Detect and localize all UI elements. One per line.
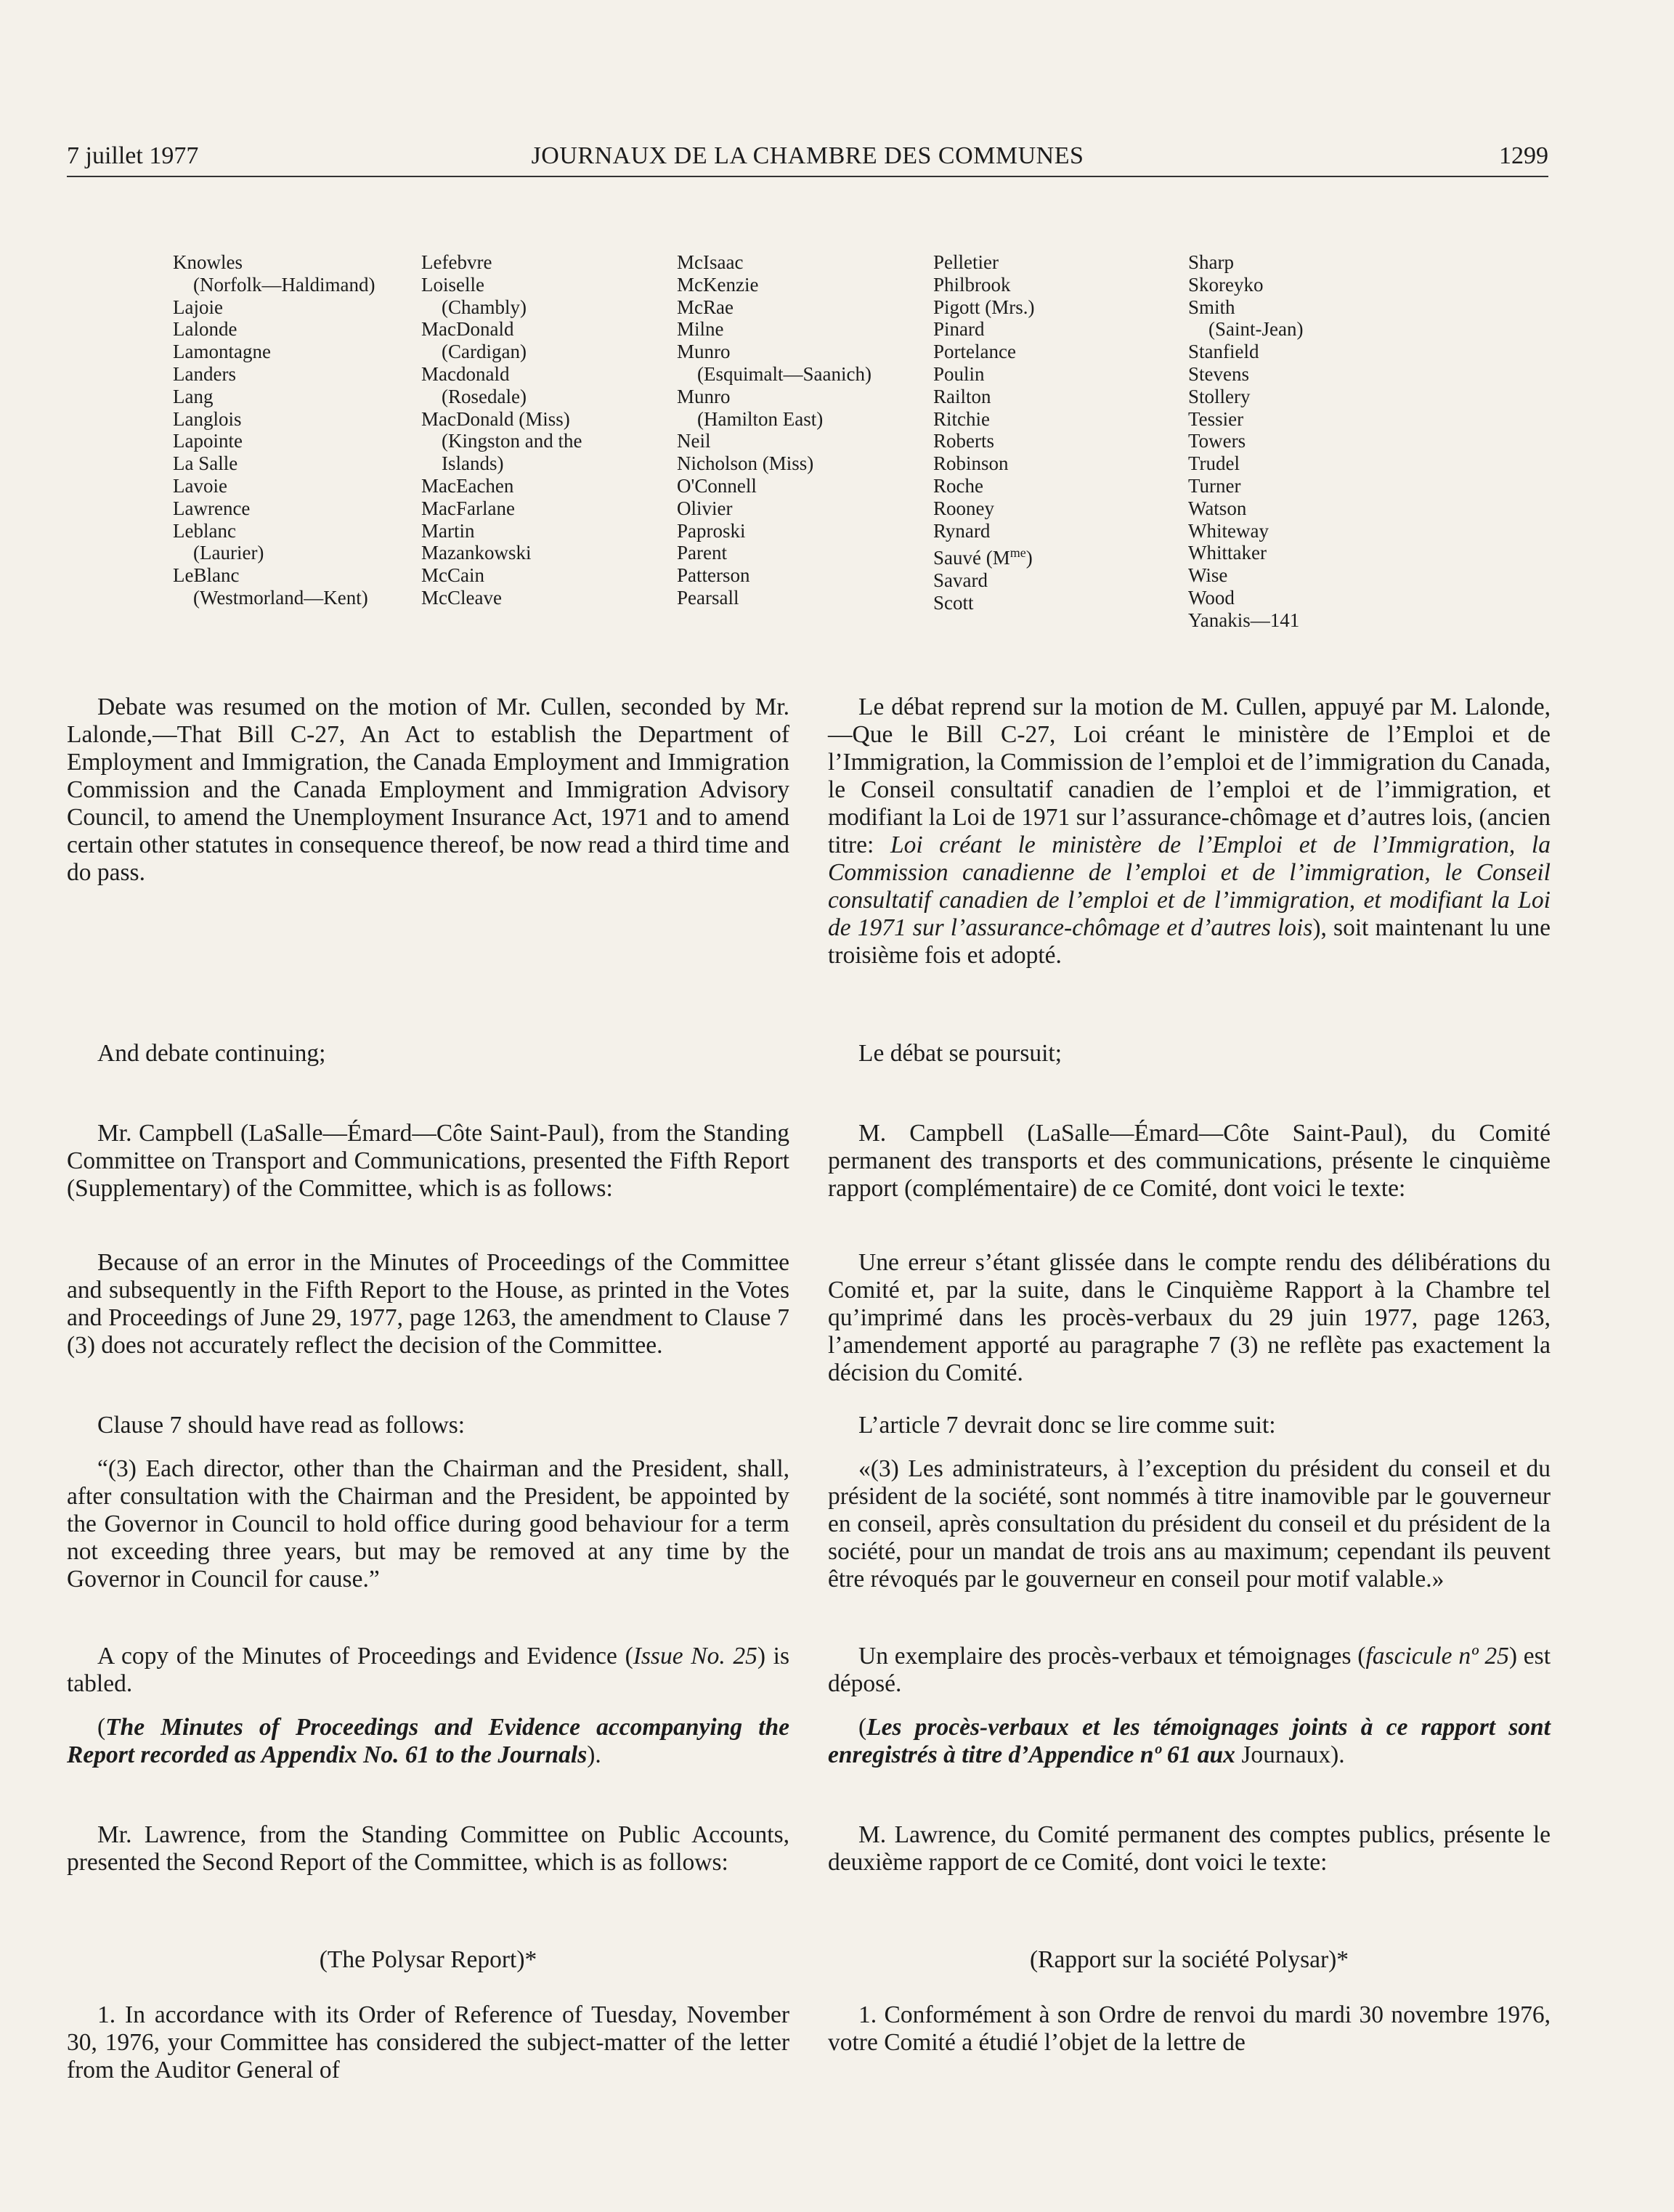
text-run: A copy of the Minutes of Proceedings and Evidence ( bbox=[97, 1643, 633, 1670]
name-item: Nicholson (Miss) bbox=[677, 452, 814, 475]
en-quote-paragraph bbox=[67, 1455, 789, 1593]
name-item: Philbrook bbox=[933, 273, 1011, 296]
fr-error-paragraph bbox=[828, 1249, 1551, 1387]
journals-word: Journaux bbox=[1241, 1741, 1331, 1768]
name-item: Wise bbox=[1188, 564, 1228, 587]
en-minutes-paragraph bbox=[67, 1714, 789, 1769]
en-campbell-paragraph bbox=[67, 1120, 789, 1203]
name-item: Rynard bbox=[933, 519, 991, 542]
name-item: Tessier bbox=[1188, 407, 1244, 430]
text-run: ). bbox=[587, 1741, 601, 1768]
en-debate-paragraph bbox=[67, 694, 789, 887]
name-item: (Esquimalt—Saanich) bbox=[697, 362, 871, 385]
name-item: Whiteway bbox=[1188, 519, 1269, 542]
text-run: ) est déposé. bbox=[828, 1643, 1551, 1697]
name-item: Scott bbox=[933, 591, 974, 614]
appendix-reference: Les procès-verbaux et les témoignages joints à ce rapport sont enregistrés à titre d’Appendice nº 61 aux bbox=[828, 1714, 1551, 1768]
name-item: Wood bbox=[1188, 586, 1235, 609]
name-item: Munro bbox=[677, 341, 731, 363]
fr-polysar-heading bbox=[828, 1946, 1551, 1974]
name-item: Lavoie bbox=[173, 474, 227, 497]
name-item: MacEachen bbox=[421, 474, 514, 497]
fr-campbell-paragraph bbox=[828, 1120, 1551, 1203]
name-item: Pearsall bbox=[677, 586, 739, 609]
name-item: Macdonald bbox=[421, 362, 510, 385]
name-item: Roche bbox=[933, 474, 983, 497]
name-item: Munro bbox=[677, 385, 731, 407]
name-item: Leblanc bbox=[173, 519, 236, 542]
paragraph-text: Le débat se poursuit; bbox=[858, 1040, 1062, 1067]
fr-clause-paragraph bbox=[828, 1412, 1551, 1439]
name-item: Trudel bbox=[1188, 452, 1240, 475]
name-item: (Kingston and the bbox=[442, 430, 582, 452]
paragraph-text: Une erreur s’étant glissée dans le compte rendu des délibérations du Comité et, par la suite, dans le Cinquième Rapport à la Chambre tel qu’imprimé dans les procès-verbaux du 29 juin 1977, page 1263, l’amendement apporté au paragraphe 7 (3) ne reflète pas exactement la décision du Comité. bbox=[828, 1249, 1551, 1386]
name-item: (Saint-Jean) bbox=[1208, 318, 1304, 341]
name-item: Watson bbox=[1188, 497, 1247, 519]
name-item: Smith bbox=[1188, 296, 1235, 318]
name-item: O'Connell bbox=[677, 474, 757, 497]
name-item: MacFarlane bbox=[421, 497, 515, 519]
en-polysar-heading bbox=[67, 1946, 789, 1974]
name-item: Neil bbox=[677, 430, 711, 452]
en-lawrence-paragraph bbox=[67, 1821, 789, 1876]
heading-text: (The Polysar Report)* bbox=[319, 1946, 537, 1973]
paragraph-text: 1. Conformément à son Ordre de renvoi du mardi 30 novembre 1976, votre Comité a étudié l’objet de la lettre de bbox=[828, 2001, 1551, 2056]
name-item: Lefebvre bbox=[421, 251, 492, 273]
names-column-3 bbox=[677, 251, 871, 609]
paragraph-text: And debate continuing; bbox=[97, 1040, 326, 1067]
text-run: ) is tabled. bbox=[67, 1643, 790, 1697]
fr-lawrence-paragraph bbox=[828, 1821, 1551, 1876]
paragraph-text: Mr. Campbell (LaSalle—Émard—Côte Saint-Paul), from the Standing Committee on Transport and Communications, presented the Fifth Report (Supplementary) of the Committee, which is as follows: bbox=[67, 1120, 789, 1202]
name-item: Loiselle bbox=[421, 273, 484, 296]
paragraph-text: Because of an error in the Minutes of Proceedings of the Committee and subsequently in the Fifth Report to the House, as printed in the Votes and Proceedings of June 29, 1977, page 1263, the amendment to Clause 7 (3) does not accurately reflect the decision of the Committee. bbox=[67, 1249, 789, 1359]
name-item: (Laurier) bbox=[193, 542, 264, 564]
paragraph-text: «(3) Les administrateurs, à l’exception du président du conseil et du président de la société, sont nommés à titre inamovible par le gouverneur en conseil, après consultation du président du conseil et du président de la société, pour un mandat de trois ans au maximum; cependant ils peuvent être révoqués par le gouverneur en conseil pour motif valable.» bbox=[828, 1455, 1551, 1593]
en-clause-paragraph bbox=[67, 1412, 789, 1439]
name-item: Lajoie bbox=[173, 296, 223, 318]
former-title: Loi créant le ministère de l’Emploi et de l’Immigration, la Commission canadienne de l’emploi et de l’immigration, le Conseil consultatif canadien de l’emploi et de l’immigration, et modifiant la Loi de 1971 sur l’assurance-chômage et d’autres lois bbox=[828, 831, 1551, 941]
text-run: Un exemplaire des procès-verbaux et témoignages ( bbox=[858, 1643, 1366, 1670]
name-item: Turner bbox=[1188, 474, 1241, 497]
name-item: Lang bbox=[173, 385, 214, 407]
name-item: Lalonde bbox=[173, 318, 237, 341]
name-item: Olivier bbox=[677, 497, 733, 519]
page-number: 1299 bbox=[1499, 142, 1548, 169]
name-item: Lawrence bbox=[173, 497, 251, 519]
name-item: Yanakis—141 bbox=[1188, 609, 1300, 631]
name-item: Martin bbox=[421, 519, 475, 542]
name-item: Towers bbox=[1188, 430, 1246, 452]
issue-reference: Issue No. 25 bbox=[633, 1643, 757, 1670]
paragraph-text: Mr. Lawrence, from the Standing Committee on Public Accounts, presented the Second Report of the Committee, which is as follows: bbox=[67, 1821, 789, 1876]
name-superscript: me bbox=[1009, 545, 1026, 561]
name-item: Pelletier bbox=[933, 251, 999, 273]
name-item: Robinson bbox=[933, 452, 1009, 475]
name-item: Ritchie bbox=[933, 407, 990, 430]
text-run: ( bbox=[858, 1714, 867, 1741]
name-item: McCain bbox=[421, 564, 484, 587]
names-column-1 bbox=[173, 251, 375, 609]
name-item: LeBlanc bbox=[173, 564, 240, 587]
name-item: Lapointe bbox=[173, 430, 243, 452]
name-item: Lamontagne bbox=[173, 341, 271, 363]
name-item: Landers bbox=[173, 362, 236, 385]
name-item: Whittaker bbox=[1188, 542, 1267, 564]
names-column-4 bbox=[933, 251, 1035, 614]
paragraph-text: M. Campbell (LaSalle—Émard—Côte Saint-Paul), du Comité permanent des transports et des communications, présente le cinquième rapport (complémentaire) de ce Comité, dont voici le texte: bbox=[828, 1120, 1551, 1202]
heading-text: (Rapport sur la société Polysar)* bbox=[1029, 1946, 1349, 1973]
names-column-2 bbox=[421, 251, 582, 609]
name-item: Roberts bbox=[933, 430, 994, 452]
name-item: Sharp bbox=[1188, 251, 1234, 273]
name-text: ) bbox=[1025, 547, 1033, 569]
name-item: Knowles bbox=[173, 251, 243, 273]
text-run: Le débat reprend sur la motion de M. Cullen, appuyé par M. Lalonde,—Que le Bill C-27, Loi créant le ministère de l’Emploi et de l’Immigration, la Commission de l’emploi et de l’immigration du Canada, le Conseil consultatif canadien de l’emploi et de l’immigration, et modifiant la Loi de 1971 sur l’assurance-chômage et d’autres lois, (ancien titre: bbox=[828, 694, 1551, 858]
name-item: (Norfolk—Haldimand) bbox=[193, 273, 375, 296]
name-item: McKenzie bbox=[677, 273, 759, 296]
paragraph-text: 1. In accordance with its Order of Reference of Tuesday, November 30, 1976, your Committee has considered the subject-matter of the letter from the Auditor General of bbox=[67, 2001, 789, 2083]
name-item: La Salle bbox=[173, 452, 238, 475]
name-item: McCleave bbox=[421, 586, 502, 609]
en-item1-paragraph bbox=[67, 2001, 789, 2084]
fr-copy-paragraph bbox=[828, 1643, 1551, 1698]
name-item: (Chambly) bbox=[442, 296, 527, 318]
fr-continuing-paragraph bbox=[828, 1040, 1551, 1068]
name-item: Patterson bbox=[677, 564, 750, 587]
name-item: Poulin bbox=[933, 362, 985, 385]
text-run: ( bbox=[97, 1714, 106, 1741]
header-title: JOURNAUX DE LA CHAMBRE DES COMMUNES bbox=[531, 142, 1084, 169]
name-item: Railton bbox=[933, 385, 991, 407]
paragraph-text: “(3) Each director, other than the Chairman and the President, shall, after consultation with the Chairman and the President, be appointed by the Governor in Council to hold office during good behaviour for a term not exceeding three years, but may be removed at any time by the Governor in Council for cause.” bbox=[67, 1455, 789, 1593]
name-item: Pinard bbox=[933, 318, 985, 341]
fr-quote-paragraph bbox=[828, 1455, 1551, 1593]
paragraph-text: Debate was resumed on the motion of Mr. Cullen, seconded by Mr. Lalonde,—That Bill C-27, An Act to establish the Department of Employment and Immigration, the Canada Employment and Immigration Commission and the Canada Employment and Immigration Advisory Council, to amend the Unemployment Insurance Act, 1971 and to amend certain other statutes in consequence thereof, be now read a third time and do pass. bbox=[67, 694, 789, 886]
name-item: McIsaac bbox=[677, 251, 744, 273]
name-item: Pigott (Mrs.) bbox=[933, 296, 1035, 318]
names-column-5 bbox=[1188, 251, 1303, 632]
name-item: Rooney bbox=[933, 497, 994, 519]
fr-minutes-paragraph bbox=[828, 1714, 1551, 1769]
paragraph-text: L’article 7 devrait donc se lire comme suit: bbox=[858, 1412, 1276, 1439]
name-item: Parent bbox=[677, 542, 727, 564]
fr-item1-paragraph bbox=[828, 2001, 1551, 2057]
name-item: Islands) bbox=[442, 452, 504, 475]
name-item: Mazankowski bbox=[421, 542, 532, 564]
name-item: Skoreyko bbox=[1188, 273, 1264, 296]
name-item: Langlois bbox=[173, 407, 242, 430]
en-copy-paragraph bbox=[67, 1643, 789, 1698]
paragraph-text: M. Lawrence, du Comité permanent des comptes publics, présente le deuxième rapport de ce Comité, dont voici le texte: bbox=[828, 1821, 1551, 1876]
name-item: (Hamilton East) bbox=[697, 407, 824, 430]
issue-reference: fascicule nº 25 bbox=[1365, 1643, 1509, 1670]
name-item: Stanfield bbox=[1188, 341, 1259, 363]
header-date: 7 juillet 1977 bbox=[67, 142, 199, 169]
name-item: Savard bbox=[933, 569, 988, 592]
name-item: MacDonald (Miss) bbox=[421, 407, 570, 430]
fr-debate-paragraph bbox=[828, 694, 1551, 969]
name-item: Stevens bbox=[1188, 362, 1249, 385]
en-error-paragraph bbox=[67, 1249, 789, 1359]
paragraph-text: Clause 7 should have read as follows: bbox=[97, 1412, 466, 1439]
name-item bbox=[933, 542, 1035, 569]
header-rule bbox=[67, 176, 1548, 177]
name-item: Paproski bbox=[677, 519, 746, 542]
name-item: Stollery bbox=[1188, 385, 1251, 407]
name-text: Sauvé (M bbox=[933, 547, 1010, 569]
text-run: ), soit maintenant lu une troisième fois et adopté. bbox=[828, 914, 1551, 969]
appendix-reference: The Minutes of Proceedings and Evidence accompanying the Report recorded as Appendix No. 61 to the Journals bbox=[67, 1714, 789, 1768]
name-item: (Rosedale) bbox=[442, 385, 527, 407]
name-item: (Westmorland—Kent) bbox=[193, 586, 368, 609]
name-item: Milne bbox=[677, 318, 724, 341]
name-item: Portelance bbox=[933, 341, 1016, 363]
text-run: ). bbox=[1330, 1741, 1345, 1768]
en-continuing-paragraph bbox=[67, 1040, 789, 1068]
name-item: MacDonald bbox=[421, 318, 514, 341]
name-item: McRae bbox=[677, 296, 734, 318]
page-header bbox=[67, 142, 1548, 174]
name-item: (Cardigan) bbox=[442, 341, 527, 363]
